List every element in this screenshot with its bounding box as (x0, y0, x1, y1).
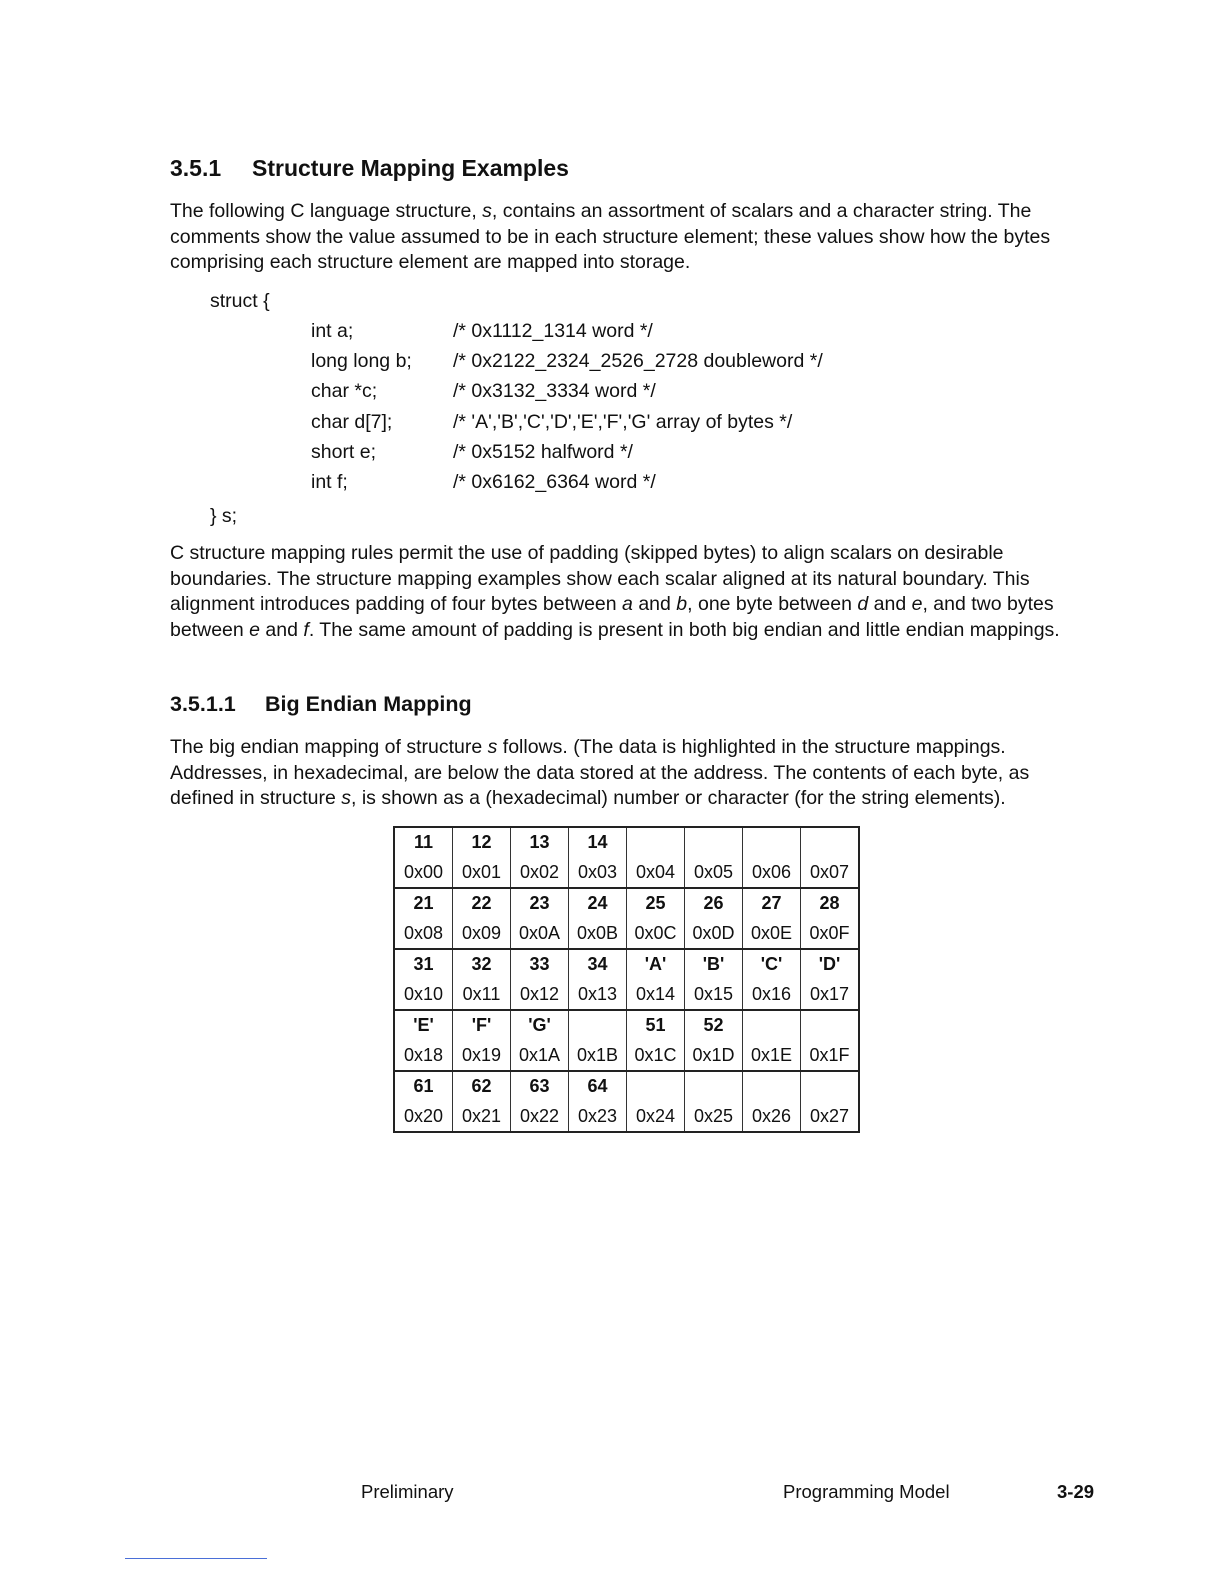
mapping-address-row (394, 918, 859, 949)
footer-status: Preliminary (361, 1481, 454, 1502)
byte-value-cell: 'D' (801, 949, 860, 979)
mapping-address-row (394, 857, 859, 888)
code-decl: char d[7]; (311, 410, 393, 433)
byte-value-cell: 28 (801, 888, 860, 918)
byte-value-cell (743, 1010, 801, 1040)
byte-address-cell: 0x13 (569, 979, 627, 1010)
byte-address-cell: 0x0F (801, 918, 860, 949)
var-b: b (676, 593, 688, 615)
byte-value-cell: 23 (511, 888, 569, 918)
intro-text: , contains an assortment of scalars and a character string. The comments show the value assumed to be in each structure element; these values show how the bytes comprising each structure element are mapped into storage. (170, 200, 1051, 273)
byte-value-cell: 62 (453, 1071, 511, 1101)
section-heading (170, 155, 569, 182)
para-text: and (868, 593, 912, 615)
byte-value-cell: 34 (569, 949, 627, 979)
byte-value-cell: 'C' (743, 949, 801, 979)
section-title: Structure Mapping Examples (252, 155, 569, 181)
byte-value-cell (627, 1071, 685, 1101)
para-text: , is shown as a (hexadecimal) number or character (for the string elements). (351, 787, 1006, 809)
byte-address-cell: 0x1E (743, 1040, 801, 1071)
code-decl: long long b; (311, 350, 412, 373)
var-f: f (303, 618, 309, 641)
intro-text: The following C language structure, (170, 200, 483, 222)
mapping-data-row (394, 888, 859, 918)
code-struct-close: } s; (210, 505, 238, 527)
byte-value-cell: 52 (685, 1010, 743, 1040)
byte-address-cell: 0x1B (569, 1040, 627, 1071)
byte-value-cell (743, 827, 801, 857)
byte-value-cell: 14 (569, 827, 627, 857)
para-text: C structure mapping rules permit the use of padding (skipped bytes) to align scalars on desirable boundaries. The structure mapping examples show each scalar aligned at its natural boundary. This alignment introduces padding of four bytes between (170, 542, 1030, 615)
byte-value-cell (685, 1071, 743, 1101)
footer-chapter: Programming Model (783, 1481, 950, 1502)
byte-address-cell: 0x03 (569, 857, 627, 888)
mapping-data-row (394, 1010, 859, 1040)
byte-address-cell: 0x22 (511, 1101, 569, 1132)
var-d: d (857, 593, 869, 615)
byte-address-cell: 0x1F (801, 1040, 860, 1071)
byte-address-cell: 0x06 (743, 857, 801, 888)
byte-address-cell: 0x24 (627, 1101, 685, 1132)
intro-paragraph (170, 199, 1090, 276)
para-text: , and two bytes between (170, 593, 1054, 641)
big-endian-mapping-table (393, 826, 860, 1133)
byte-address-cell: 0x0C (627, 918, 685, 949)
byte-address-cell: 0x01 (453, 857, 511, 888)
para-text: and (632, 593, 677, 615)
page-number: 3-29 (1057, 1481, 1095, 1502)
byte-address-cell: 0x12 (511, 979, 569, 1010)
code-comment: /* 0x6162_6364 word */ (453, 471, 656, 493)
mapping-data-row (394, 827, 859, 857)
byte-value-cell: 'E' (394, 1010, 453, 1040)
code-line (311, 441, 633, 464)
code-line (311, 350, 823, 373)
var-s: s (341, 787, 352, 809)
byte-value-cell (801, 1071, 860, 1101)
byte-value-cell: 61 (394, 1071, 453, 1101)
subsection-heading (170, 692, 472, 717)
byte-value-cell: 11 (394, 827, 453, 857)
byte-address-cell: 0x16 (743, 979, 801, 1010)
byte-value-cell (685, 827, 743, 857)
byte-address-cell: 0x0E (743, 918, 801, 949)
para-text: follows. (The data is highlighted in the structure mappings. Addresses, in hexadecimal, are below the data stored at the address. The contents of each byte, as defined in structure (170, 736, 1030, 809)
byte-address-cell: 0x15 (685, 979, 743, 1010)
byte-address-cell: 0x07 (801, 857, 860, 888)
code-decl: short e; (311, 440, 377, 463)
subsection-number: 3.5.1.1 (170, 692, 236, 716)
byte-value-cell: 31 (394, 949, 453, 979)
mapping-address-row (394, 1101, 859, 1132)
byte-value-cell: 51 (627, 1010, 685, 1040)
code-line (311, 471, 656, 494)
mapping-address-row (394, 1040, 859, 1071)
bottom-divider (125, 1558, 267, 1559)
code-decl: int a; (311, 320, 354, 342)
code-comment: /* 0x3132_3334 word */ (453, 380, 656, 403)
byte-value-cell (569, 1010, 627, 1040)
byte-address-cell: 0x26 (743, 1101, 801, 1132)
byte-address-cell: 0x11 (453, 979, 511, 1010)
byte-address-cell: 0x05 (685, 857, 743, 888)
byte-address-cell: 0x0A (511, 918, 569, 949)
code-line (311, 411, 792, 434)
var-e: e (911, 593, 923, 615)
byte-address-cell: 0x18 (394, 1040, 453, 1071)
code-decl: char *c; (311, 380, 378, 403)
byte-address-cell: 0x19 (453, 1040, 511, 1071)
byte-value-cell: 32 (453, 949, 511, 979)
subsection-title: Big Endian Mapping (265, 692, 472, 716)
para-text: and (260, 618, 304, 641)
byte-address-cell: 0x02 (511, 857, 569, 888)
mapping-data-row (394, 1071, 859, 1101)
byte-address-cell: 0x09 (453, 918, 511, 949)
code-line (311, 380, 656, 403)
byte-value-cell (743, 1071, 801, 1101)
section-number: 3.5.1 (170, 155, 222, 181)
byte-value-cell: 13 (511, 827, 569, 857)
byte-address-cell: 0x23 (569, 1101, 627, 1132)
code-decl: int f; (311, 471, 348, 493)
byte-value-cell: 'B' (685, 949, 743, 979)
code-comment: /* 0x2122_2324_2526_2728 doubleword */ (453, 350, 823, 373)
byte-address-cell: 0x1A (511, 1040, 569, 1071)
byte-address-cell: 0x0D (685, 918, 743, 949)
byte-address-cell: 0x21 (453, 1101, 511, 1132)
para-text: The big endian mapping of structure (170, 736, 488, 758)
var-e: e (249, 618, 261, 641)
byte-value-cell (627, 827, 685, 857)
byte-address-cell: 0x00 (394, 857, 453, 888)
byte-address-cell: 0x08 (394, 918, 453, 949)
code-line (311, 320, 653, 343)
byte-value-cell (801, 827, 860, 857)
big-endian-paragraph (170, 735, 1095, 812)
byte-value-cell: 26 (685, 888, 743, 918)
byte-address-cell: 0x20 (394, 1101, 453, 1132)
byte-value-cell: 'F' (453, 1010, 511, 1040)
byte-value-cell: 25 (627, 888, 685, 918)
byte-value-cell (801, 1010, 860, 1040)
byte-address-cell: 0x17 (801, 979, 860, 1010)
byte-address-cell: 0x27 (801, 1101, 860, 1132)
byte-address-cell: 0x25 (685, 1101, 743, 1132)
byte-value-cell: 27 (743, 888, 801, 918)
byte-address-cell: 0x1D (685, 1040, 743, 1071)
byte-value-cell: 22 (453, 888, 511, 918)
byte-address-cell: 0x10 (394, 979, 453, 1010)
para-text: , one byte between (687, 593, 858, 615)
padding-paragraph (170, 541, 1095, 643)
byte-value-cell: 24 (569, 888, 627, 918)
byte-address-cell: 0x04 (627, 857, 685, 888)
var-s: s (487, 736, 498, 758)
byte-value-cell: 12 (453, 827, 511, 857)
para-text: . The same amount of padding is present in both big endian and little endian mappings. (308, 618, 1060, 641)
code-comment: /* 0x5152 halfword */ (453, 440, 633, 463)
var-a: a (622, 593, 633, 615)
byte-address-cell: 0x1C (627, 1040, 685, 1071)
intro-var-s: s (482, 200, 492, 222)
byte-value-cell: 'A' (627, 949, 685, 979)
byte-value-cell: 33 (511, 949, 569, 979)
byte-value-cell: 21 (394, 888, 453, 918)
code-struct-open: struct { (210, 290, 270, 312)
mapping-data-row (394, 949, 859, 979)
code-comment: /* 0x1112_1314 word */ (453, 320, 653, 342)
byte-value-cell: 63 (511, 1071, 569, 1101)
byte-address-cell: 0x14 (627, 979, 685, 1010)
byte-value-cell: 64 (569, 1071, 627, 1101)
byte-value-cell: 'G' (511, 1010, 569, 1040)
mapping-address-row (394, 979, 859, 1010)
code-comment: /* 'A','B','C','D','E','F','G' array of bytes */ (453, 410, 793, 433)
byte-address-cell: 0x0B (569, 918, 627, 949)
